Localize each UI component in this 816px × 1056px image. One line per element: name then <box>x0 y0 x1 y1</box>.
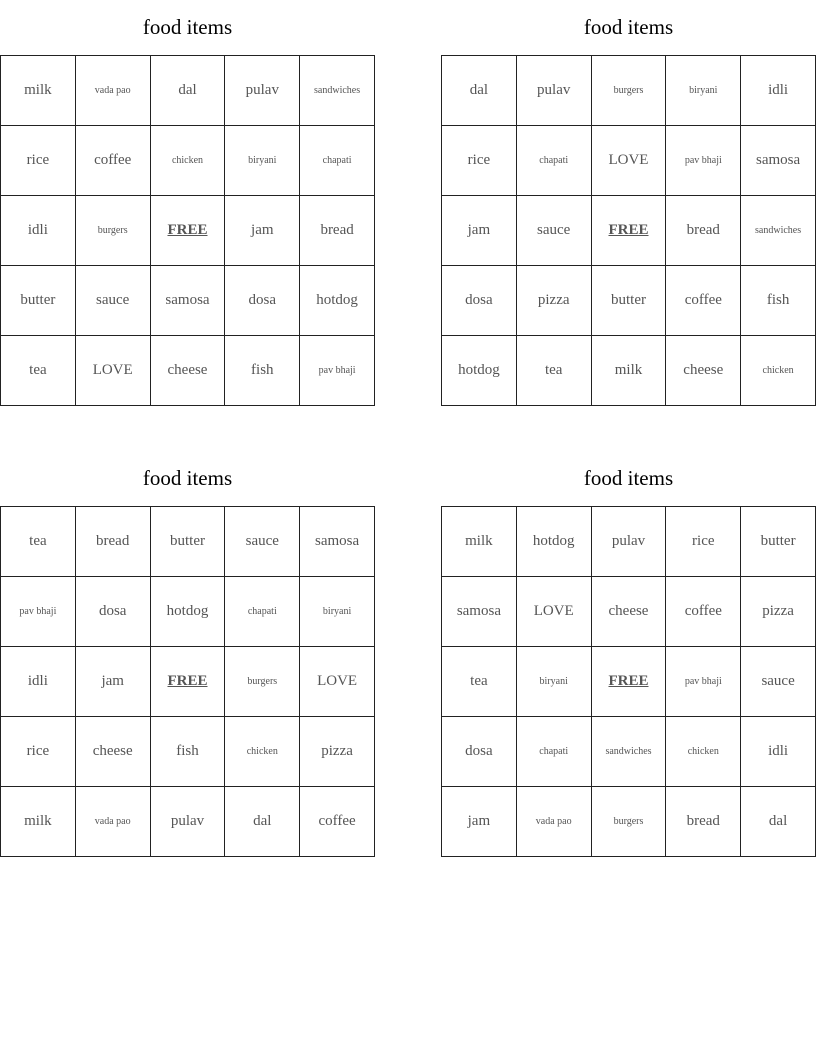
bingo-cell: bread <box>76 507 151 577</box>
bingo-cell: biryani <box>300 577 375 647</box>
bingo-cell: chapati <box>517 126 592 196</box>
bingo-cell: sandwiches <box>300 56 375 126</box>
bingo-cell: biryani <box>225 126 300 196</box>
bingo-cell: burgers <box>76 196 151 266</box>
bingo-cell: rice <box>1 126 76 196</box>
bingo-grid <box>441 506 816 857</box>
card-title: food items <box>142 15 233 39</box>
bingo-cell: vada pao <box>76 787 151 857</box>
bingo-cell: bread <box>666 787 741 857</box>
bingo-cell: idli <box>1 647 76 717</box>
bingo-cell: milk <box>442 507 517 577</box>
bingo-cell: pav bhaji <box>666 647 741 717</box>
bingo-cell: jam <box>442 787 517 857</box>
bingo-cell: samosa <box>300 507 375 577</box>
bingo-cell: biryani <box>517 647 592 717</box>
bingo-cell: jam <box>76 647 151 717</box>
bingo-cell: pizza <box>300 717 375 787</box>
bingo-cell: pav bhaji <box>1 577 76 647</box>
bingo-cell: pulav <box>151 787 226 857</box>
bingo-cell: hotdog <box>300 266 375 336</box>
bingo-cell: butter <box>1 266 76 336</box>
bingo-cell: tea <box>1 336 76 406</box>
free-space-cell: FREE <box>592 647 667 717</box>
bingo-cell: sauce <box>517 196 592 266</box>
bingo-cell: burgers <box>592 787 667 857</box>
bingo-cell: jam <box>442 196 517 266</box>
bingo-cell: rice <box>1 717 76 787</box>
bingo-cell: LOVE <box>300 647 375 717</box>
bingo-cell: coffee <box>666 577 741 647</box>
bingo-cell: dosa <box>76 577 151 647</box>
bingo-cell: chicken <box>741 336 816 406</box>
bingo-cell: sauce <box>225 507 300 577</box>
bingo-cell: tea <box>442 647 517 717</box>
bingo-cell: butter <box>741 507 816 577</box>
bingo-cell: pulav <box>517 56 592 126</box>
bingo-cell: bread <box>300 196 375 266</box>
bingo-cell: rice <box>442 126 517 196</box>
card-title: food items <box>583 466 674 490</box>
bingo-card-1 <box>0 0 375 406</box>
bingo-cell: sauce <box>76 266 151 336</box>
bingo-grid <box>441 55 816 406</box>
bingo-cell: bread <box>666 196 741 266</box>
bingo-cell: dal <box>741 787 816 857</box>
bingo-cell: samosa <box>741 126 816 196</box>
bingo-cell: hotdog <box>517 507 592 577</box>
bingo-cell: tea <box>1 507 76 577</box>
bingo-cell: jam <box>225 196 300 266</box>
bingo-cell: sandwiches <box>741 196 816 266</box>
bingo-cell: chapati <box>517 717 592 787</box>
bingo-cell: tea <box>517 336 592 406</box>
bingo-cell: chapati <box>225 577 300 647</box>
bingo-cell: vada pao <box>517 787 592 857</box>
bingo-grid <box>0 55 375 406</box>
bingo-cell: coffee <box>300 787 375 857</box>
bingo-cell: vada pao <box>76 56 151 126</box>
bingo-cell: dal <box>442 56 517 126</box>
bingo-cell: pizza <box>741 577 816 647</box>
bingo-cell: LOVE <box>592 126 667 196</box>
bingo-cell: fish <box>225 336 300 406</box>
bingo-cell: dal <box>225 787 300 857</box>
bingo-cell: pizza <box>517 266 592 336</box>
bingo-card-3 <box>0 451 375 857</box>
bingo-card-2 <box>441 0 816 406</box>
bingo-cell: LOVE <box>76 336 151 406</box>
bingo-cell: chicken <box>666 717 741 787</box>
bingo-cell: coffee <box>666 266 741 336</box>
bingo-cell: biryani <box>666 56 741 126</box>
bingo-cell: idli <box>741 56 816 126</box>
bingo-cell: fish <box>151 717 226 787</box>
bingo-cell: dal <box>151 56 226 126</box>
free-space-cell: FREE <box>592 196 667 266</box>
bingo-cell: burgers <box>225 647 300 717</box>
bingo-cell: dosa <box>225 266 300 336</box>
free-space-cell: FREE <box>151 196 226 266</box>
bingo-cell: milk <box>592 336 667 406</box>
bingo-cell: pulav <box>592 507 667 577</box>
bingo-cell: LOVE <box>517 577 592 647</box>
bingo-cell: chapati <box>300 126 375 196</box>
bingo-cell: cheese <box>666 336 741 406</box>
free-space-cell: FREE <box>151 647 226 717</box>
bingo-cell: butter <box>592 266 667 336</box>
bingo-cell: cheese <box>151 336 226 406</box>
card-title: food items <box>583 15 674 39</box>
bingo-cell: cheese <box>76 717 151 787</box>
bingo-cell: pav bhaji <box>666 126 741 196</box>
bingo-cell: milk <box>1 56 76 126</box>
bingo-cell: cheese <box>592 577 667 647</box>
bingo-cell: milk <box>1 787 76 857</box>
bingo-cell: coffee <box>76 126 151 196</box>
bingo-cell: hotdog <box>442 336 517 406</box>
bingo-card-4 <box>441 451 816 857</box>
bingo-cell: idli <box>741 717 816 787</box>
bingo-cell: dosa <box>442 266 517 336</box>
bingo-cell: dosa <box>442 717 517 787</box>
bingo-cell: butter <box>151 507 226 577</box>
bingo-grid <box>0 506 375 857</box>
bingo-cell: sauce <box>741 647 816 717</box>
bingo-cell: samosa <box>442 577 517 647</box>
bingo-cell: burgers <box>592 56 667 126</box>
bingo-cell: rice <box>666 507 741 577</box>
bingo-cell: hotdog <box>151 577 226 647</box>
bingo-cell: idli <box>1 196 76 266</box>
bingo-cell: fish <box>741 266 816 336</box>
bingo-cell: samosa <box>151 266 226 336</box>
bingo-cell: sandwiches <box>592 717 667 787</box>
bingo-cell: pav bhaji <box>300 336 375 406</box>
bingo-cell: chicken <box>225 717 300 787</box>
bingo-cell: chicken <box>151 126 226 196</box>
card-title: food items <box>142 466 233 490</box>
bingo-cell: pulav <box>225 56 300 126</box>
